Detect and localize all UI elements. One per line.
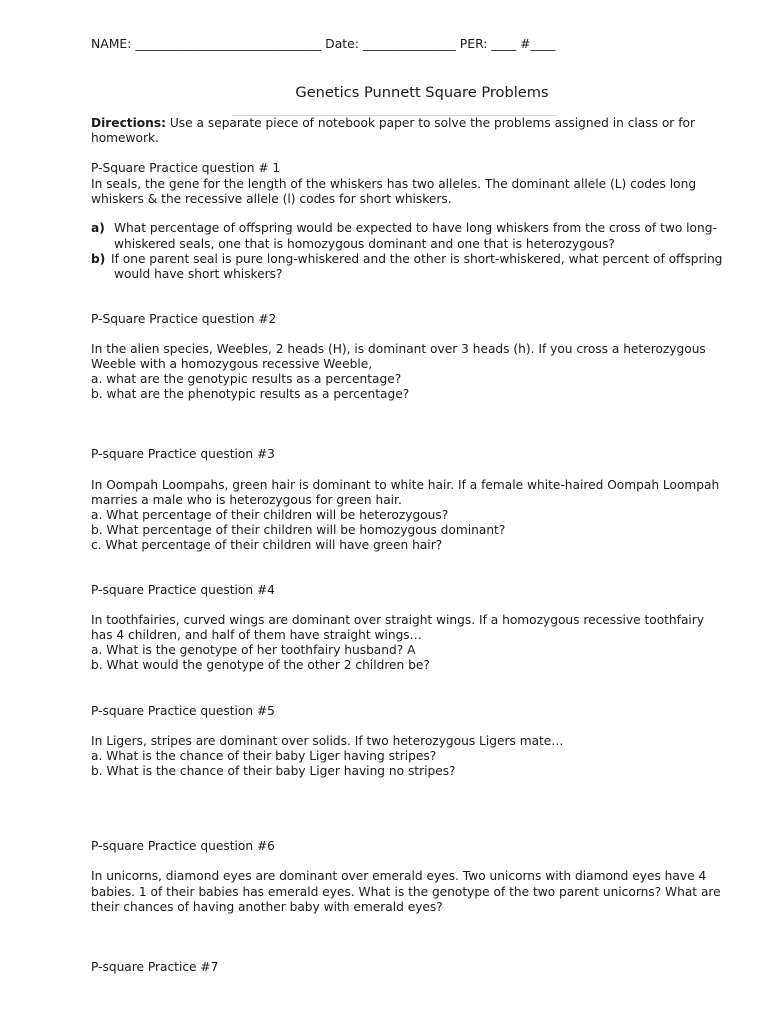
q4-heading: P-square Practice question #4 — [91, 583, 275, 597]
q2-part-a: a. what are the genotypic results as a percentage? — [91, 372, 402, 386]
directions-line-2: homework. — [91, 131, 159, 145]
q5-part-a: a. What is the chance of their baby Liger having stripes? — [91, 749, 437, 763]
directions-text: Use a separate piece of notebook paper to solve the problems assigned in class or for — [165, 116, 695, 130]
q2-heading: P-Square Practice question #2 — [91, 312, 277, 326]
student-info-line: NAME: ______________________________ Date: _______________ PER: ____ #____ — [91, 36, 556, 51]
q1-a-line-2: whiskered seals, one that is homozygous dominant and one that is heterozygous? — [114, 237, 615, 251]
q2-text-line-1: In the alien species, Weebles, 2 heads (H), is dominant over 3 heads (h). If you cross a heterozygous — [91, 342, 706, 356]
q1-heading: P-Square Practice question # 1 — [91, 161, 281, 175]
page-title: Genetics Punnett Square Problems — [295, 84, 549, 101]
q1-text-line-2: whiskers & the recessive allele (l) codes for short whiskers. — [91, 192, 452, 206]
q4-part-a: a. What is the genotype of her toothfairy husband? A — [91, 643, 416, 657]
q6-heading: P-square Practice question #6 — [91, 839, 275, 853]
q5-text-line-1: In Ligers, stripes are dominant over solids. If two heterozygous Ligers mate… — [91, 734, 564, 748]
q1-b-marker: b) — [91, 252, 106, 266]
q5-heading: P-square Practice question #5 — [91, 704, 275, 718]
q6-text-line-3: their chances of having another baby with emerald eyes? — [91, 900, 443, 914]
q1-a-marker: a) — [91, 221, 105, 235]
q3-heading: P-square Practice question #3 — [91, 447, 275, 461]
q3-text-line-2: marries a male who is heterozygous for green hair. — [91, 493, 402, 507]
q4-text-line-1: In toothfairies, curved wings are dominant over straight wings. If a homozygous recessive toothfairy — [91, 613, 705, 627]
q3-part-c: c. What percentage of their children will have green hair? — [91, 538, 443, 552]
q1-b-line-1: If one parent seal is pure long-whiskered and the other is short-whiskered, what percent of offspring — [111, 252, 723, 266]
q1-b-line-2: would have short whiskers? — [114, 267, 283, 281]
q3-text-line-1: In Oompah Loompahs, green hair is dominant to white hair. If a female white-haired Oompah Loompah — [91, 478, 720, 492]
q1-text-line-1: In seals, the gene for the length of the whiskers has two alleles. The dominant allele (L) codes long — [91, 177, 697, 191]
q2-text-line-2: Weeble with a homozygous recessive Weeble, — [91, 357, 373, 371]
directions-line-1 — [91, 116, 695, 131]
directions-label: Directions: — [91, 116, 166, 130]
q7-heading: P-square Practice #7 — [91, 960, 219, 974]
q3-part-a: a. What percentage of their children will be heterozygous? — [91, 508, 449, 522]
q4-part-b: b. What would the genotype of the other 2 children be? — [91, 658, 430, 672]
q2-part-b: b. what are the phenotypic results as a percentage? — [91, 387, 410, 401]
q6-text-line-1: In unicorns, diamond eyes are dominant over emerald eyes. Two unicorns with diamond eyes have 4 — [91, 869, 707, 883]
q4-text-line-2: has 4 children, and half of them have straight wings… — [91, 628, 422, 642]
q3-part-b: b. What percentage of their children will be homozygous dominant? — [91, 523, 506, 537]
q6-text-line-2: babies. 1 of their babies has emerald eyes. What is the genotype of the two parent unicorns? What are — [91, 885, 721, 899]
q5-part-b: b. What is the chance of their baby Liger having no stripes? — [91, 764, 456, 778]
q1-a-line-1: What percentage of offspring would be expected to have long whiskers from the cross of two long- — [114, 221, 717, 235]
